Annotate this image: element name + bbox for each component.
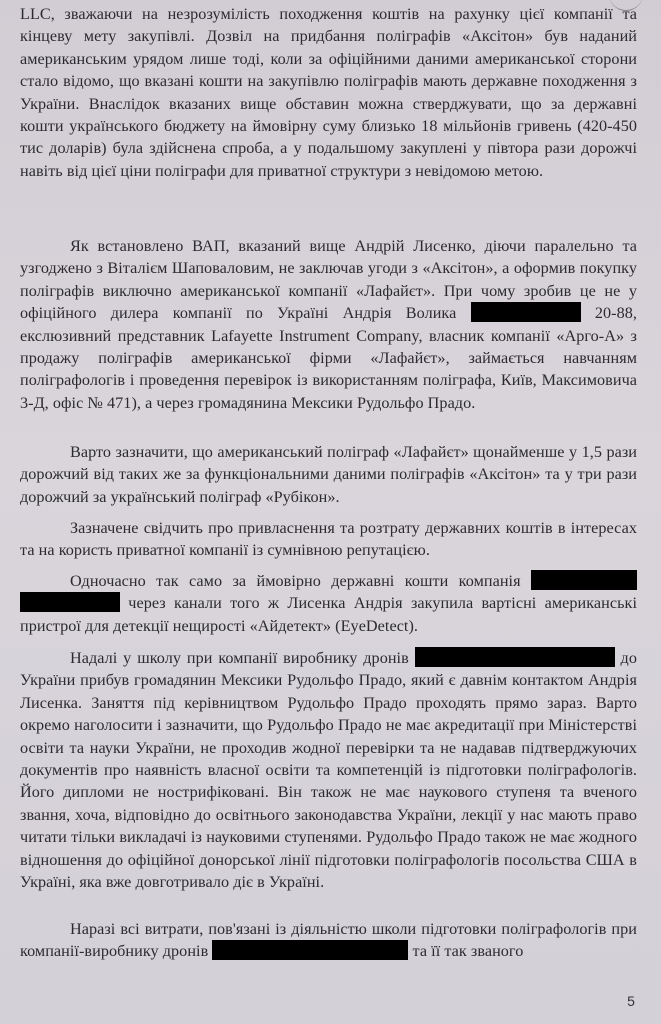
redaction-block [20, 592, 120, 612]
paragraph-6-text-a: Надалі у школу при компанії виробнику дронів [70, 649, 409, 667]
paragraph-4-text: Зазначене свідчить про привласнення та розтрату державних коштів в інтересах та на користь приватної компанії із сумнівною репутацією. [20, 519, 637, 560]
page-number: 5 [627, 992, 635, 1009]
redaction-block [212, 940, 408, 960]
paragraph-7-text-b: та її так званого [412, 942, 524, 961]
paragraph-7 [20, 918, 637, 963]
paragraph-2-text-a: Як встановлено ВАП, вказаний вище Андрій Лисенко, діючи паралельно та узгоджено з Віталієм Шаповаловим, не заключав угоди з «Аксітон», а оформив покупку поліграфів виключно американської компанії «Лафайєт». При чому зробив це не у офіційного дилера компанії по Україні Андрія Волика [20, 237, 637, 323]
paragraph-7-text-a: Наразі всі витрати, пов'язані із діяльністю школи підготовки поліграфологів при компанії-виробнику дронів [20, 920, 637, 961]
paragraph-1 [20, 3, 637, 182]
paragraph-6 [20, 647, 637, 893]
paragraph-5 [20, 570, 637, 637]
paragraph-3-text: Варто зазначити, що американський поліграф «Лафайєт» щонайменше у 1,5 рази дорожчий від таких же за функціональними даними поліграфів «Аксітон» та у три рази дорожчий за український поліграф «Рубікон». [20, 443, 637, 506]
redaction-block [415, 647, 615, 667]
paragraph-5-text-a: Одночасно так само за ймовірно державні кошти компанія [70, 572, 521, 590]
paragraph-4 [20, 517, 637, 562]
paragraph-3 [20, 441, 637, 508]
redaction-block [471, 302, 581, 322]
paragraph-2-text-b: 20-88, екслюзивний представник Lafayette Instrument Company, власник компанії «Арго-А» з продажу поліграфів американської фірми «Лафайєт», займається навчанням поліграфологів і проведення перевірок із використанням поліграфа, Київ, Максимовича 3-Д, офіс № 471), а через громадянина Мексики Рудольфо Прадо. [20, 304, 637, 412]
redaction-block [531, 570, 637, 590]
paragraph-1-text: LLC, зважаючи на незрозумілість походження коштів на рахунку цієї компанії та кінцеву мету закупівлі. Дозвіл на придбання поліграфів «Аксітон» був наданий американським урядом лише тоді, коли за офіційними даними американської сторони стало відомо, що вказані кошти на закупівлю поліграфів мають державне походження з України. Внаслідок вказаних вище обставин можна стверджувати, що за державні кошти українського бюджету на ймовірну суму близько 18 мільйонів гривень (420-450 тис доларів) була здійснена спроба, а у подальшому закуплені у півтора рази дорожчі навіть від цієї ціни поліграфи для приватної структури з невідомою метою. [20, 5, 637, 180]
paragraph-6-text-b: до України прибув громадянин Мексики Рудольфо Прадо, який є давнім контактом Андрія Лисенка. Заняття під керівництвом Рудольфо Прадо проходять прямо зараз. Варто окремо наголосити і зазначити, що Рудольфо Прадо не має акредитації при Міністерстві освіти та науки України, не проходив жодної перевірки та не надавав підтверджуючих документів про наявність власної освіти та компетенцій із підготовки поліграфологів. Його дипломи не нострифіковані. Він також не має наукового ступеня та вченого звання, хоча, відповідно до освітнього законодавства України, лекції у нас мають право читати тільки викладачі із науковими ступенями. Рудольфо Прадо також не має жодного відношення до офіційної донорської лінії підготовки поліграфологів посольства США в Україні, яка вже довготривало діє в Україні. [20, 649, 637, 892]
paragraph-2 [20, 235, 637, 414]
paragraph-5-text-b: через канали того ж Лисенка Андрія закупила вартісні американські пристрої для детекції нещирості «Айдетект» (EyeDetect). [20, 594, 637, 635]
